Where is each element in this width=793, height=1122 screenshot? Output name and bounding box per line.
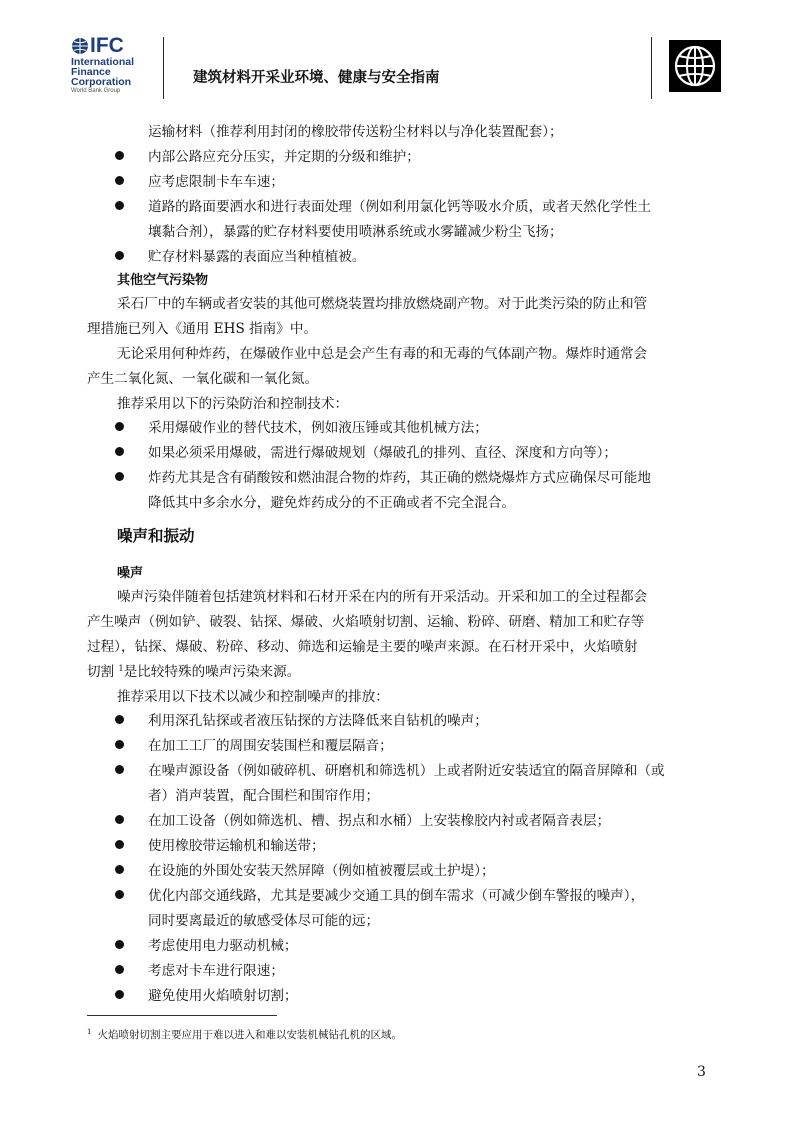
ifc-logo-line: Corporation — [71, 76, 132, 88]
paragraph-line: 推荐采用以下技术以减少和控制噪声的排放： — [117, 689, 389, 705]
paragraph-line: 采石厂中的车辆或者安装的其他可燃烧装置均排放燃烧副产物。对于此类污染的防止和管 — [117, 296, 648, 312]
bullet-dot — [115, 990, 124, 999]
ifc-logo — [71, 34, 151, 99]
bullet-dot — [115, 251, 124, 260]
header-divider — [651, 37, 652, 99]
bullet-dot — [115, 865, 124, 874]
bullet-dot — [115, 890, 124, 899]
footnote-number: 1 — [87, 1028, 92, 1036]
world-bank-globe-icon — [669, 40, 721, 92]
ifc-logo-subline: World Bank Group — [71, 88, 121, 94]
bullet-dot — [115, 940, 124, 949]
paragraph-line: 理措施已列入《通用 EHS 指南》中。 — [87, 321, 318, 337]
bullet-dot — [115, 740, 124, 749]
paragraph-line: 无论采用何种炸药，在爆破作业中总是会产生有毒的和无毒的气体副产物。爆炸时通常会 — [117, 346, 648, 362]
bullet-dot — [115, 472, 124, 481]
bullet-dot — [115, 176, 124, 185]
ifc-globe-icon — [71, 37, 89, 55]
footnote-divider — [87, 1015, 277, 1016]
footnote-text: 火焰喷射切割主要应用于难以进入和难以安装机械钻孔机的区域。 — [97, 1029, 402, 1041]
paragraph-line: 噪声污染伴随着包括建筑材料和石材开采在内的所有开采活动。开采和加工的全过程都会 — [117, 589, 648, 605]
paragraph-line: 切割 $^1$是比较特殊的噪声污染来源。 — [87, 664, 301, 680]
header-divider — [163, 37, 164, 99]
ifc-logo-line: Finance — [71, 66, 111, 78]
bullet-dot — [115, 715, 124, 724]
paragraph-line: 推荐采用以下的污染防治和控制技术： — [117, 396, 349, 412]
ifc-logo-mark: IFC — [90, 34, 124, 57]
footnote — [87, 1027, 402, 1042]
page-header — [0, 0, 793, 110]
bullet-dot — [115, 422, 124, 431]
paragraph-line: 过程），钻探、爆破、粉碎、移动、筛选和运输是主要的噪声来源。在石材开采中，火焰喷射 — [87, 639, 638, 655]
continued-bullet-line: 运输材料（推荐利用封闭的橡胶带传送粉尘材料以与净化装置配套）； — [148, 124, 563, 140]
bullet-dot — [115, 447, 124, 456]
bullet-dot — [115, 151, 124, 160]
subheading-other-air-pollutants: 其他空气污染物 — [117, 273, 209, 288]
bullet-dot — [115, 815, 124, 824]
footnote-ref[interactable]: 1 — [118, 664, 124, 673]
page-number: 3 — [697, 1064, 706, 1080]
section-heading-noise-vibration: 噪声和振动 — [117, 527, 195, 545]
ifc-logo-line: International — [71, 56, 135, 68]
header-title: 建筑材料开采业环境、健康与安全指南 — [193, 70, 440, 86]
paragraph-line: 产生二氧化氮、一氧化碳和一氧化氮。 — [87, 371, 319, 387]
paragraph-line: 产生噪声（例如铲、破裂、钻探、爆破、火焰喷射切割、运输、粉碎、研磨、精加工和贮存等 — [87, 614, 645, 630]
bullet-dot — [115, 965, 124, 974]
bullet-dot — [115, 765, 124, 774]
bullet-dot — [115, 201, 124, 210]
subheading-noise: 噪声 — [117, 566, 144, 581]
bullet-dot — [115, 840, 124, 849]
